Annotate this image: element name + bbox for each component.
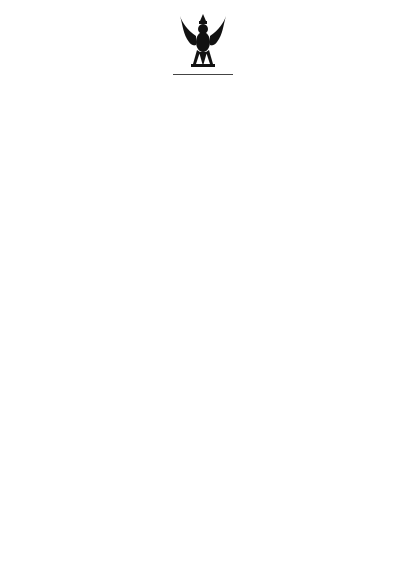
condition-number bbox=[52, 164, 86, 173]
condition-item bbox=[52, 153, 354, 162]
condition-text bbox=[86, 176, 354, 185]
condition-text bbox=[86, 120, 354, 129]
condition-number bbox=[52, 187, 86, 196]
condition-item bbox=[52, 142, 354, 151]
condition-item bbox=[52, 131, 354, 140]
body-paragraph bbox=[52, 83, 354, 92]
condition-text bbox=[86, 153, 354, 162]
condition-text bbox=[86, 209, 354, 218]
condition-number bbox=[52, 198, 86, 207]
condition-number bbox=[52, 131, 86, 140]
condition-text bbox=[86, 131, 354, 140]
condition-item bbox=[52, 120, 354, 129]
condition-text bbox=[86, 142, 354, 151]
condition-number bbox=[52, 153, 86, 162]
condition-item bbox=[52, 198, 354, 207]
garuda-emblem-icon bbox=[179, 14, 227, 68]
condition-text bbox=[86, 187, 354, 196]
condition-number bbox=[52, 142, 86, 151]
condition-text bbox=[86, 108, 354, 117]
header-divider bbox=[173, 74, 233, 75]
condition-text bbox=[86, 164, 354, 173]
condition-number bbox=[52, 120, 86, 129]
condition-text bbox=[86, 198, 354, 207]
condition-item bbox=[52, 209, 354, 218]
condition-number bbox=[52, 108, 86, 117]
conditions-intro bbox=[52, 96, 354, 105]
condition-item bbox=[52, 164, 354, 173]
condition-item bbox=[52, 176, 354, 185]
condition-number bbox=[52, 209, 86, 218]
condition-item bbox=[52, 187, 354, 196]
condition-item bbox=[52, 108, 354, 117]
condition-number bbox=[52, 176, 86, 185]
conditions-list bbox=[52, 108, 354, 218]
